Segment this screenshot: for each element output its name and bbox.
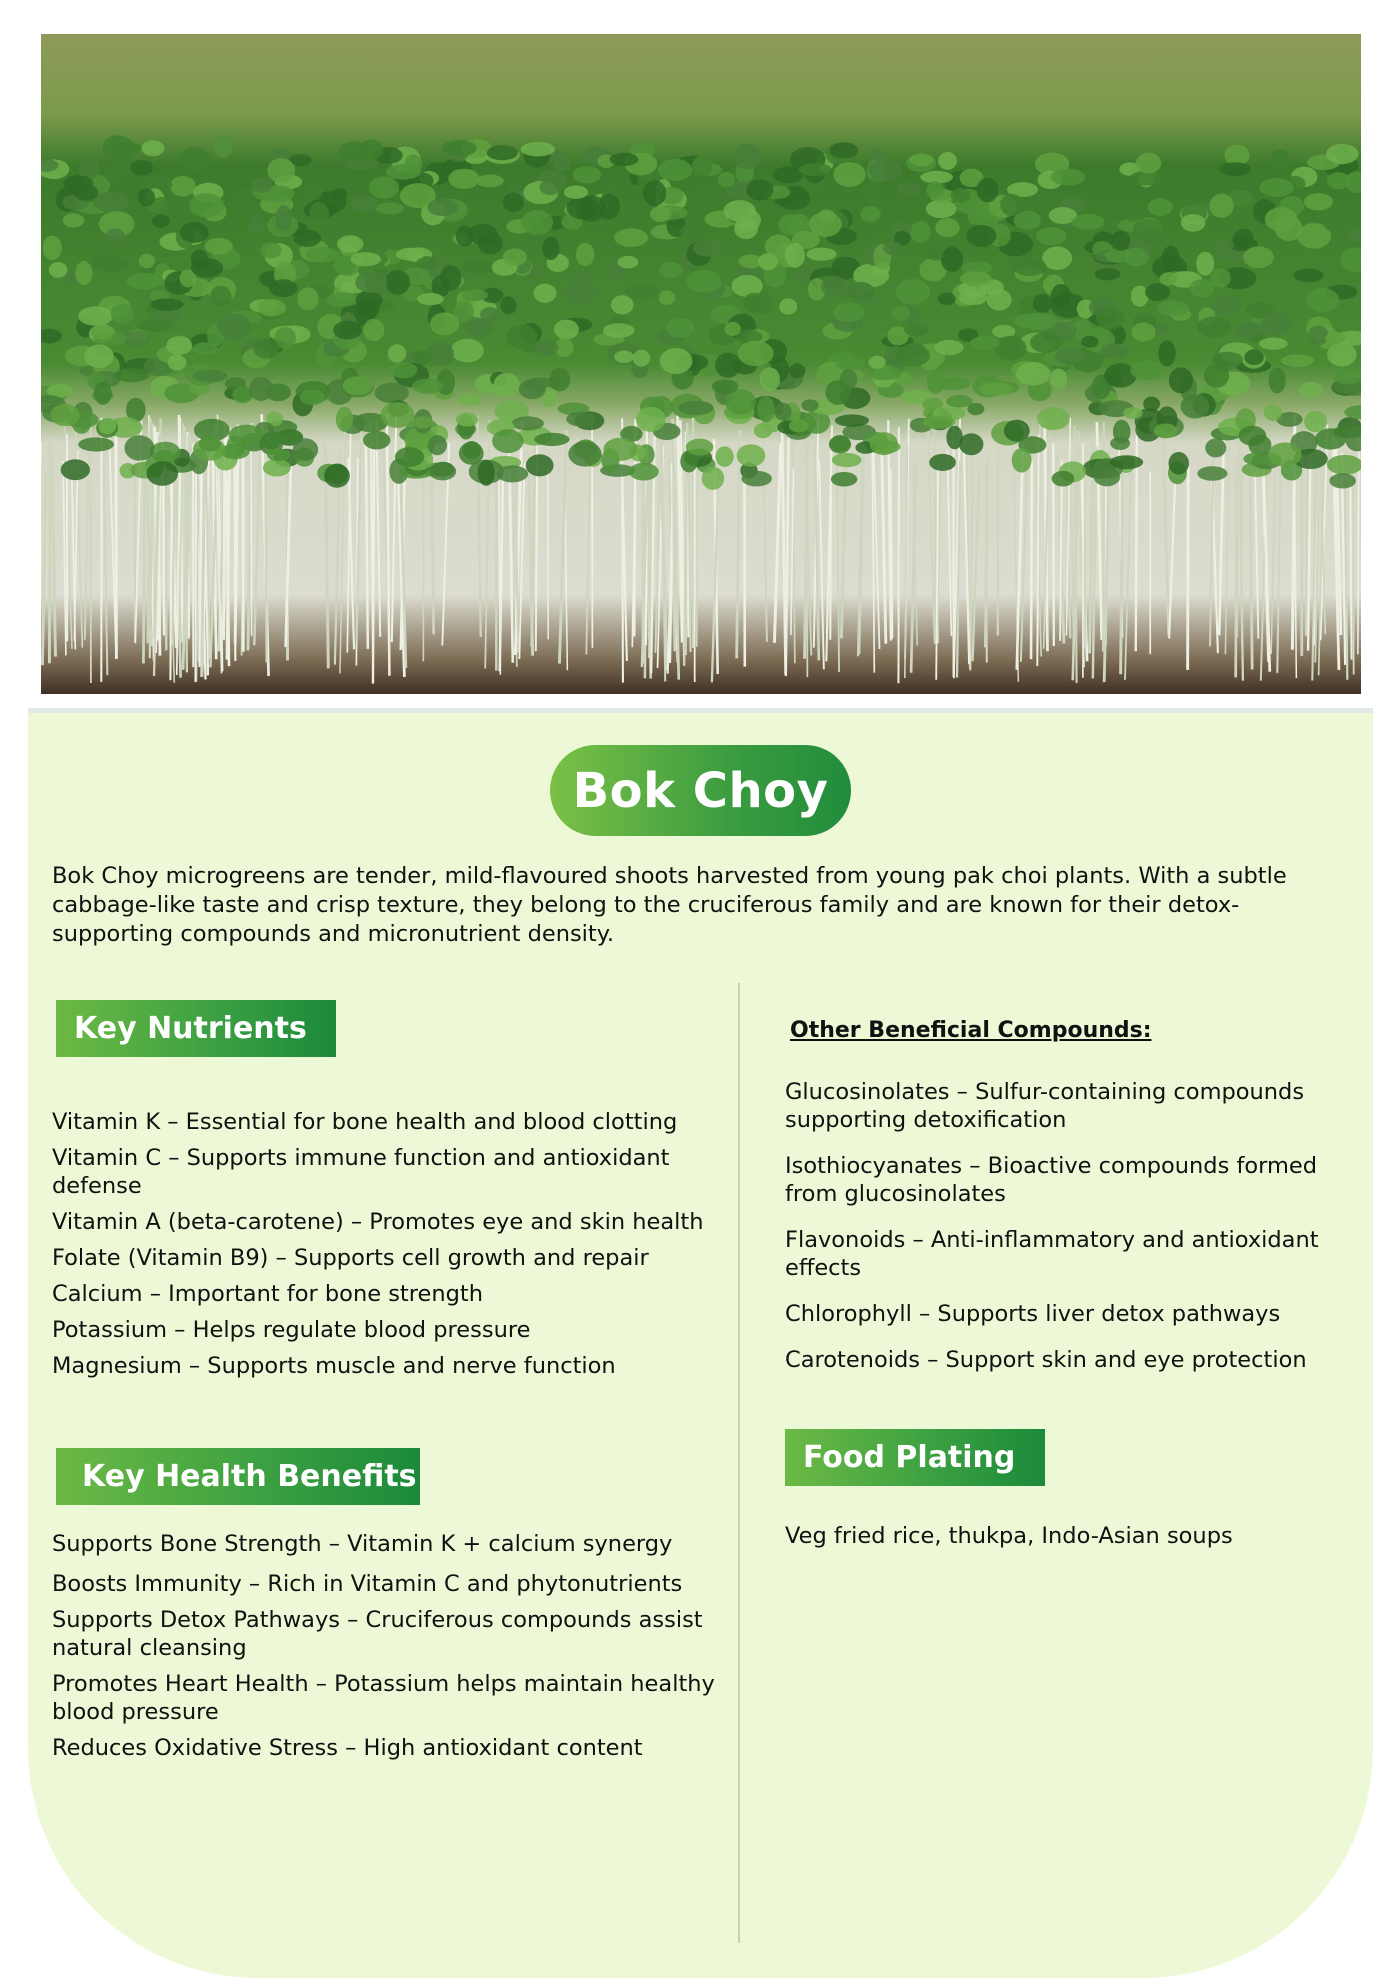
list-item: Isothiocyanates – Bioactive compounds formed from glucosinolates <box>785 1153 1318 1207</box>
key-nutrients-list <box>52 1108 712 1380</box>
list-item: Supports Bone Strength – Vitamin K + calcium synergy <box>52 1531 673 1557</box>
list-item: Promotes Heart Health – Potassium helps maintain healthy blood pressure <box>52 1671 715 1725</box>
other-compounds-list <box>785 1078 1340 1374</box>
health-benefits-list <box>52 1530 732 1762</box>
list-item: Supports Detox Pathways – Cruciferous compounds assist natural cleansing <box>52 1607 703 1661</box>
list-item: Calcium – Important for bone strength <box>52 1281 483 1307</box>
list-item: Vitamin A (beta-carotene) – Promotes eye and skin health <box>52 1209 704 1235</box>
list-item: Vitamin K – Essential for bone health and blood clotting <box>52 1109 678 1135</box>
list-item: Vitamin C – Supports immune function and antioxidant defense <box>52 1145 670 1199</box>
list-item: Folate (Vitamin B9) – Supports cell growth and repair <box>52 1245 649 1271</box>
list-item: Glucosinolates – Sulfur-containing compounds supporting detoxification <box>785 1079 1305 1133</box>
intro-paragraph: Bok Choy microgreens are tender, mild-flavoured shoots harvested from young pak choi plants. With a subtle cabbage-like taste and crisp texture, they belong to the cruciferous family and are known for their detox-supporting compounds and micronutrient density. <box>52 863 1287 947</box>
list-item: Magnesium – Supports muscle and nerve function <box>52 1353 616 1379</box>
food-plating-text: Veg fried rice, thukpa, Indo-Asian soups <box>785 1523 1233 1549</box>
list-item: Carotenoids – Support skin and eye protection <box>785 1347 1307 1373</box>
list-item: Boosts Immunity – Rich in Vitamin C and phytonutrients <box>52 1571 683 1597</box>
key-nutrients-heading: Key Nutrients <box>56 1000 336 1057</box>
list-item: Chlorophyll – Supports liver detox pathways <box>785 1301 1281 1327</box>
health-benefits-heading: Key Health Benefits <box>56 1448 420 1505</box>
column-divider <box>738 983 740 1943</box>
list-item: Reduces Oxidative Stress – High antioxidant content <box>52 1735 643 1761</box>
list-item: Flavonoids – Anti-inflammatory and antioxidant effects <box>785 1227 1319 1281</box>
food-plating-heading: Food Plating <box>785 1429 1045 1486</box>
page-title: Bok Choy <box>550 745 851 836</box>
list-item: Potassium – Helps regulate blood pressure <box>52 1317 531 1343</box>
other-compounds-heading: Other Beneficial Compounds: <box>790 1018 1152 1043</box>
microgreens-photo <box>41 34 1361 694</box>
